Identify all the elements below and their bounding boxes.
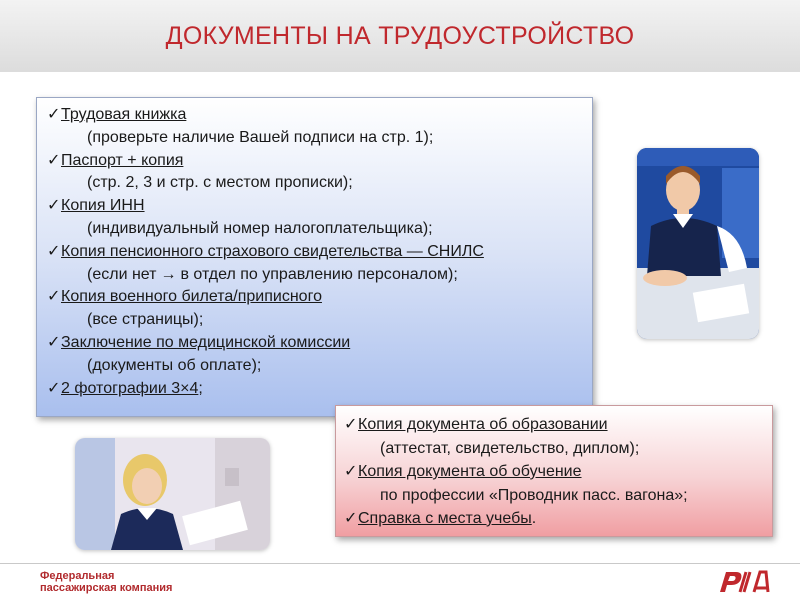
required-documents-box: [36, 97, 593, 417]
check-icon: ✓: [344, 416, 358, 433]
photo-conductor-blonde: [75, 438, 270, 550]
list-item: ✓Копия документа об образовании: [344, 413, 764, 437]
list-item-note: (индивидуальный номер налогоплательщика);: [87, 219, 433, 237]
footer-divider: [0, 563, 800, 564]
photo-conductor-woman: [637, 148, 759, 339]
list-item: ✓Копия военного билета/приписного: [47, 286, 584, 309]
check-icon: ✓: [47, 106, 61, 123]
check-icon: ✓: [344, 510, 358, 527]
check-icon: ✓: [47, 333, 61, 351]
list-item-note: (аттестат, свидетельство, диплом);: [380, 439, 640, 457]
rzd-logo: [716, 566, 772, 596]
list-item: ✓Копия ИНН: [47, 195, 584, 218]
list-item: ✓Копия пенсионного страхового свидетельства — СНИЛС: [47, 241, 584, 264]
check-icon: ✓: [47, 197, 61, 215]
list-item-note: по профессии «Проводник пасс. вагона»;: [380, 486, 688, 504]
list-item: ✓Заключение по медицинской комиссии: [47, 332, 584, 355]
check-icon: ✓: [47, 379, 61, 397]
check-icon: ✓: [47, 288, 61, 306]
check-icon: ✓: [47, 242, 61, 260]
check-icon: ✓: [344, 463, 358, 480]
list-item: ✓Справка с места учебы.: [344, 507, 764, 531]
page-title: ДОКУМЕНТЫ НА ТРУДОУСТРОЙСТВО: [165, 22, 635, 50]
footer-company-name: Федеральная пассажирская компания: [40, 570, 173, 594]
list-item-note: (все страницы);: [87, 311, 204, 329]
check-icon: ✓: [47, 151, 61, 169]
list-item-note: (документы об оплате);: [87, 356, 262, 374]
list-item-note: (проверьте наличие Вашей подписи на стр. 1);: [87, 128, 434, 146]
additional-documents-box: [335, 405, 773, 537]
arrow-right-icon: →: [160, 265, 177, 283]
list-item-note: (если нет → в отдел по управлению персоналом);: [47, 264, 584, 287]
list-item: ✓Копия документа об обучение: [344, 460, 764, 484]
list-item: ✓Трудовая книжка: [47, 104, 584, 127]
list-item: ✓Паспорт + копия: [47, 150, 584, 173]
list-item-note: (стр. 2, 3 и стр. с местом прописки);: [87, 174, 353, 192]
list-item: ✓2 фотографии 3×4;: [47, 378, 584, 401]
